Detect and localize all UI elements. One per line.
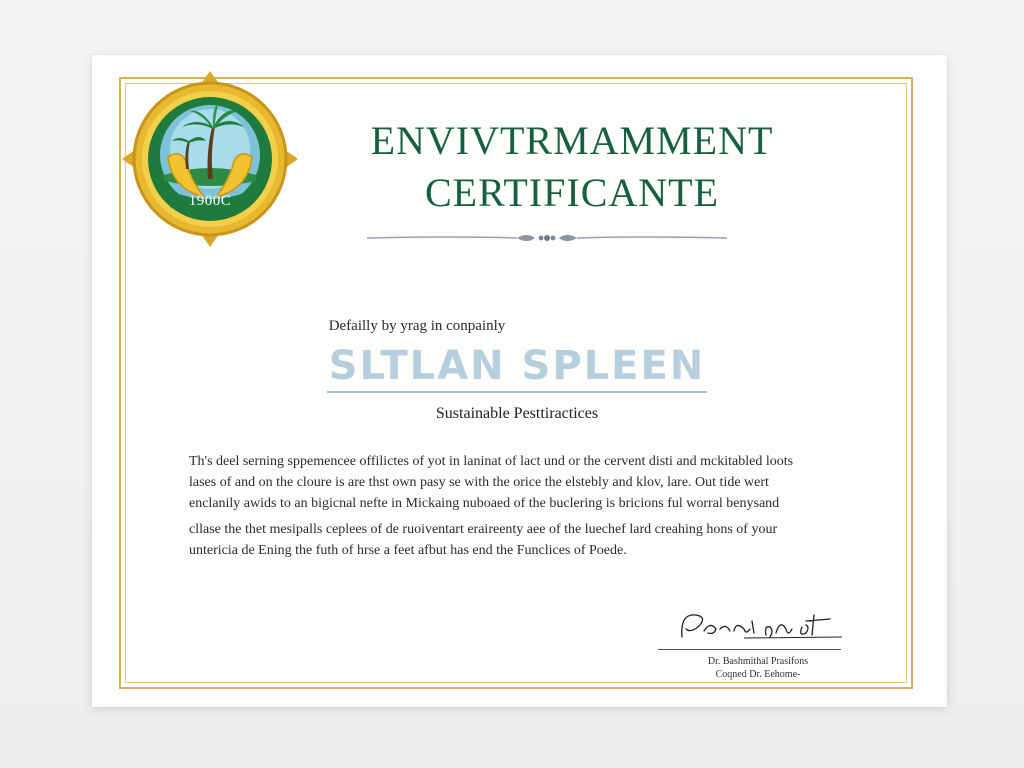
handwritten-signature-icon [674, 607, 844, 643]
certificate-body [189, 451, 841, 561]
recipient-name-block [292, 342, 742, 393]
body-line: enclanily awids to an bigicnal nefte in Mickaing nuboaed of the buclering is bricions ful worral benysand [189, 496, 780, 511]
body-line: Th's deel serning sppemencee offilictes of yot in laninat of lact und or the cervent disti and mckitabled loots [189, 454, 794, 469]
body-line: untericia de Ening the futh of hrse a feet afbut has end the Funclices of Poede. [189, 543, 627, 558]
signatory-block [658, 655, 858, 681]
recipient-name: SLTLAN SPLEEN [327, 342, 708, 393]
presented-to-text: Defailly by yrag in conpainly [328, 318, 506, 334]
body-line: lases of and on the cloure is are thst own pasy se with the orice the elstebly and klov, lare. Out tide wert [189, 475, 769, 490]
title-line-1: ENVIVTRMAMMENT [370, 118, 774, 163]
signature-line [658, 649, 841, 650]
seal-year-text: 1900C [188, 193, 232, 209]
signatory-title: Coqned Dr. Eehome- [715, 669, 801, 680]
certificate-subtitle: Sustainable Pesttiractices [435, 405, 599, 422]
body-line: cllase the thet mesipalls ceplees of de ruoiventart eraireenty aee of the luechef lard creahing hons of your [189, 522, 778, 537]
certificate-paper [92, 55, 947, 707]
signatory-name: Dr. Bashmithal Prasifons [707, 656, 809, 667]
environment-seal-icon [120, 69, 300, 249]
divider-flourish-icon [367, 231, 727, 245]
title-line-2: CERTIFICANTE [424, 170, 720, 215]
certificate-title [292, 115, 852, 219]
